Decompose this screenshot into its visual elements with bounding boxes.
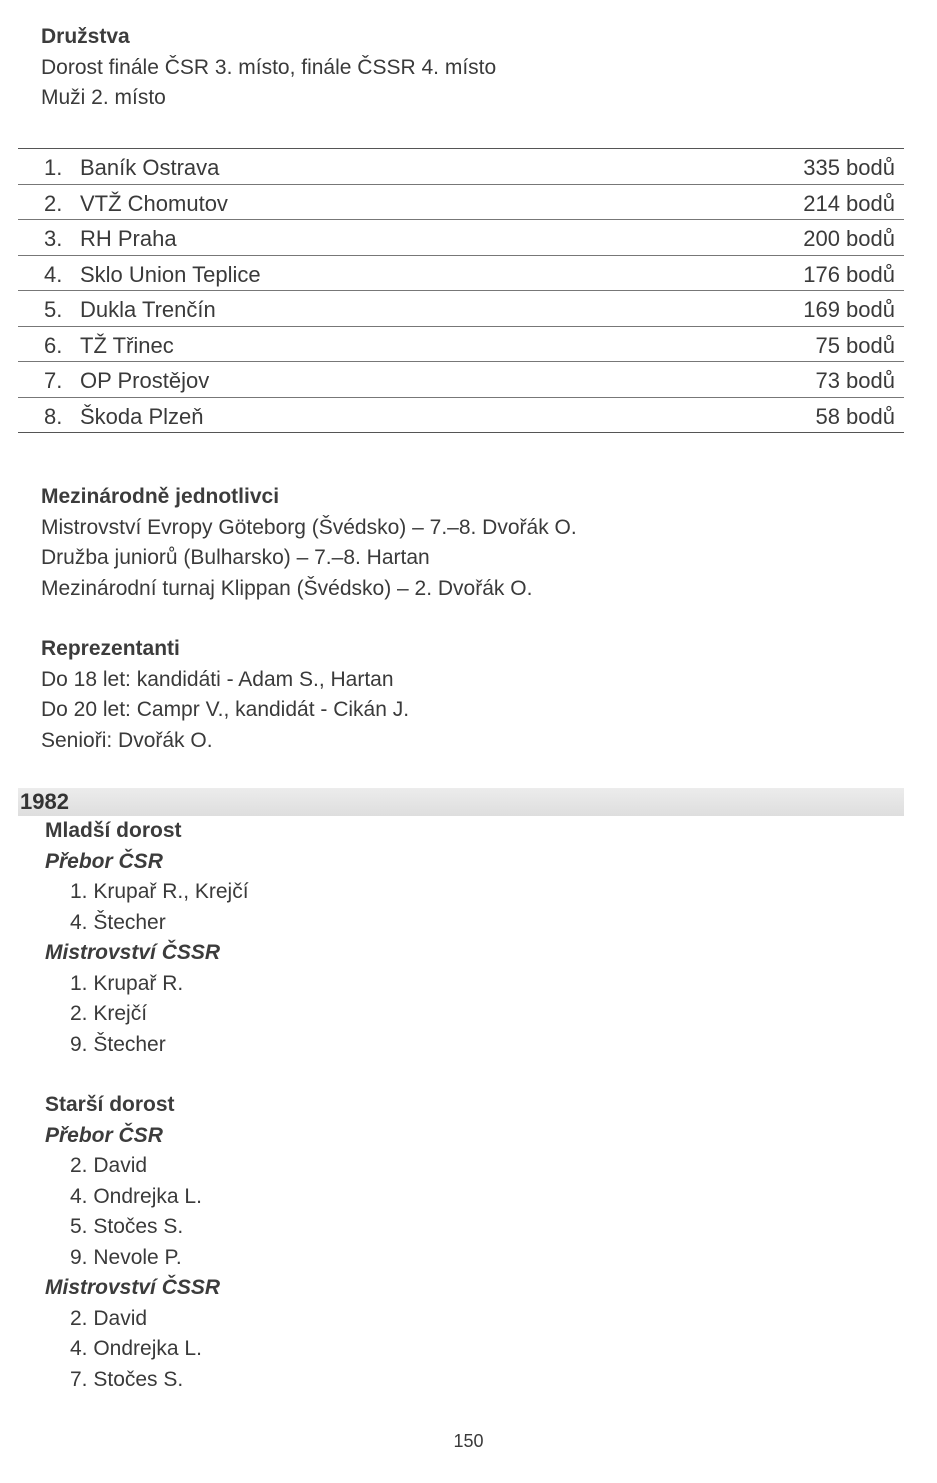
points-cell: 73 bodů bbox=[815, 368, 895, 393]
result-item: 4. Štecher bbox=[70, 910, 166, 934]
rank-cell: 6. bbox=[44, 332, 63, 358]
team-cell: Dukla Trenčín bbox=[80, 297, 216, 322]
points-cell: 58 bodů bbox=[815, 403, 895, 429]
standings-table bbox=[18, 148, 904, 433]
points-cell: 335 bodů bbox=[803, 155, 895, 180]
team-cell: VTŽ Chomutov bbox=[80, 190, 228, 216]
rank-cell: 7. bbox=[44, 368, 63, 393]
table-row bbox=[18, 149, 904, 185]
points-cell: 176 bodů bbox=[803, 261, 895, 287]
table-row bbox=[18, 398, 904, 434]
team-cell: TŽ Třinec bbox=[80, 332, 174, 358]
team-result-line: Muži 2. místo bbox=[41, 86, 166, 109]
year-header-bar bbox=[18, 788, 904, 816]
rank-cell: 2. bbox=[44, 190, 63, 216]
team-cell: Sklo Union Teplice bbox=[80, 261, 261, 287]
result-item: 7. Stočes S. bbox=[70, 1367, 184, 1391]
representative-line: Do 18 let: kandidáti - Adam S., Hartan bbox=[41, 667, 394, 691]
section-heading-representatives: Reprezentanti bbox=[41, 637, 180, 660]
points-cell: 214 bodů bbox=[803, 190, 895, 216]
subheading-mistrovstvi: Mistrovství ČSSR bbox=[45, 941, 221, 964]
year-heading: 1982 bbox=[20, 789, 69, 814]
rank-cell: 3. bbox=[44, 226, 63, 251]
result-item: 2. David bbox=[70, 1306, 148, 1330]
result-item: 4. Ondrejka L. bbox=[70, 1337, 202, 1360]
result-item: 9. Nevole P. bbox=[70, 1245, 182, 1269]
result-item: 2. David bbox=[70, 1154, 148, 1177]
international-line: Družba juniorů (Bulharsko) – 7.–8. Hartan bbox=[41, 546, 430, 569]
subheading-prebor: Přebor ČSR bbox=[45, 1123, 163, 1147]
subheading-mistrovstvi: Mistrovství ČSSR bbox=[45, 1276, 221, 1299]
table-row bbox=[18, 327, 904, 363]
result-item: 2. Krejčí bbox=[70, 1002, 148, 1025]
section-heading-international: Mezinárodně jednotlivci bbox=[41, 485, 280, 508]
rank-cell: 4. bbox=[44, 261, 63, 287]
spacer bbox=[45, 1060, 249, 1090]
points-cell: 169 bodů bbox=[803, 297, 895, 322]
team-cell: Baník Ostrava bbox=[80, 155, 220, 180]
table-row bbox=[18, 362, 904, 398]
points-cell: 75 bodů bbox=[815, 332, 895, 358]
table-row bbox=[18, 220, 904, 256]
section-heading-druzstva: Družstva bbox=[41, 25, 130, 48]
team-cell: Škoda Plzeň bbox=[80, 403, 204, 429]
result-item: 9. Štecher bbox=[70, 1032, 166, 1056]
international-line: Mistrovství Evropy Göteborg (Švédsko) – 7.–8. Dvořák O. bbox=[41, 515, 577, 539]
section-heading-mladsi: Mladší dorost bbox=[45, 819, 182, 842]
rank-cell: 8. bbox=[44, 403, 63, 429]
subheading-prebor: Přebor ČSR bbox=[45, 849, 163, 873]
team-cell: RH Praha bbox=[80, 226, 177, 251]
team-results-section bbox=[41, 22, 496, 114]
representative-line: Senioři: Dvořák O. bbox=[41, 728, 213, 752]
team-cell: OP Prostějov bbox=[80, 368, 210, 393]
result-item: 1. Krupař R., Krejčí bbox=[70, 880, 249, 903]
result-item: 5. Stočes S. bbox=[70, 1215, 184, 1238]
rank-cell: 1. bbox=[44, 155, 63, 180]
result-item: 4. Ondrejka L. bbox=[70, 1184, 202, 1208]
table-row bbox=[18, 256, 904, 292]
table-row bbox=[18, 291, 904, 327]
international-line: Mezinárodní turnaj Klippan (Švédsko) – 2. Dvořák O. bbox=[41, 576, 533, 600]
international-section bbox=[41, 482, 577, 604]
team-result-line: Dorost finále ČSR 3. místo, finále ČSSR 4. místo bbox=[41, 55, 497, 79]
representatives-section bbox=[41, 634, 409, 756]
result-item: 1. Krupař R. bbox=[70, 971, 184, 995]
rank-cell: 5. bbox=[44, 297, 63, 322]
year-1982-section bbox=[45, 816, 249, 1395]
page-number: 150 bbox=[453, 1431, 484, 1451]
table-row bbox=[18, 185, 904, 221]
points-cell: 200 bodů bbox=[803, 226, 895, 251]
representative-line: Do 20 let: Campr V., kandidát - Cikán J. bbox=[41, 698, 410, 721]
section-heading-starsi: Starší dorost bbox=[45, 1093, 175, 1116]
